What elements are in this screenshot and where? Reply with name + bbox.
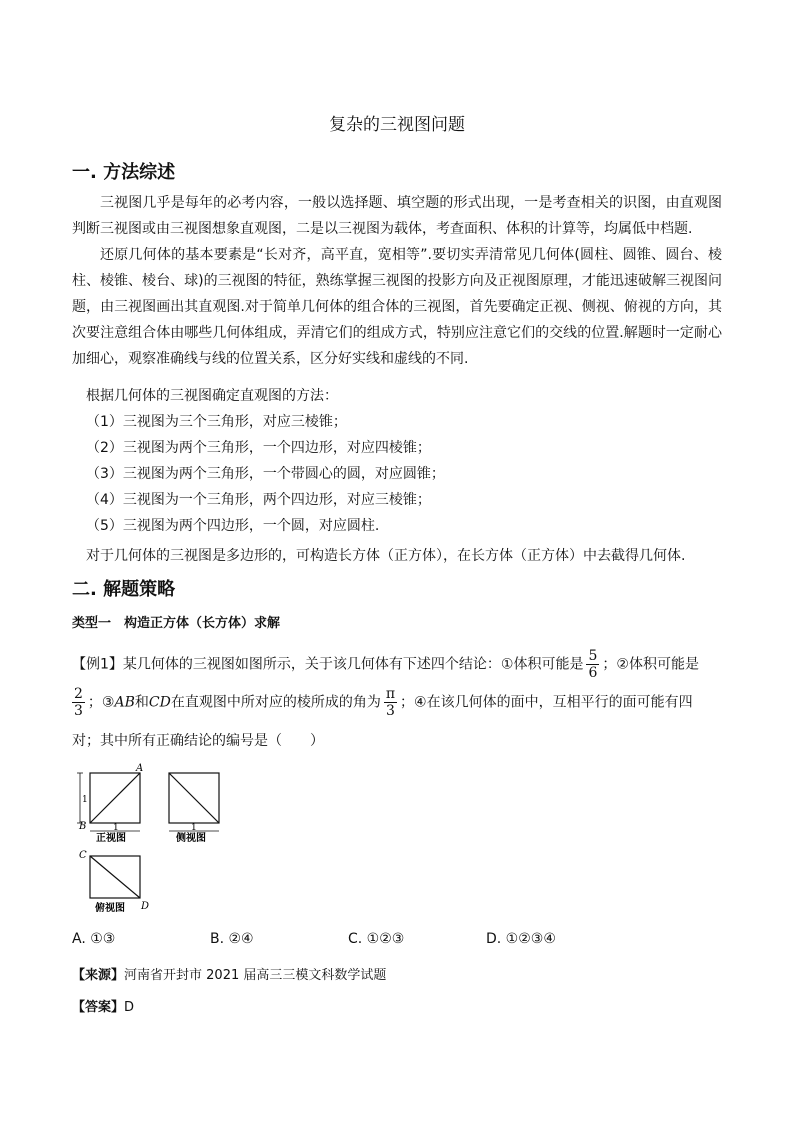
front-view bbox=[77, 763, 143, 844]
fraction-5-6 bbox=[586, 648, 599, 681]
source-label: 【来源】 bbox=[72, 968, 125, 983]
fraction-2-3 bbox=[72, 686, 85, 719]
point-d-label: D bbox=[141, 901, 150, 912]
fraction-denominator: 3 bbox=[74, 703, 83, 719]
answer-label: 【答案】 bbox=[72, 1000, 125, 1015]
fraction-numerator: π bbox=[385, 686, 396, 702]
point-a-label: A bbox=[136, 763, 144, 774]
source-text: 河南省开封市 2021 届高三三模文科数学试题 bbox=[124, 968, 387, 983]
top-view bbox=[79, 850, 149, 914]
method-item-1: （1）三视图为三个三角形，对应三棱锥； bbox=[86, 414, 347, 430]
example-text-c: ；③ bbox=[87, 694, 115, 711]
example-text-e: 在直观图中所对应的棱所成的角为 bbox=[170, 694, 381, 711]
side-view-label: 侧视图 bbox=[176, 833, 206, 844]
method-item-4: （4）三视图为一个三角形，两个四边形，对应三棱锥； bbox=[86, 492, 431, 508]
page-title: 复杂的三视图问题 bbox=[329, 115, 465, 135]
point-b-label: B bbox=[79, 821, 87, 832]
side-width-dim-label: 1 bbox=[191, 823, 197, 833]
type-label: 类型一 构造正方体（长方体）求解 bbox=[72, 616, 281, 631]
answer-line bbox=[72, 996, 134, 1015]
closing-paragraph: 对于几何体的三视图是多边形的，可构造长方体（正方体），在长方体（正方体）中去截得几何体. bbox=[86, 548, 686, 564]
segment-ab: AB bbox=[114, 694, 135, 711]
front-view-label: 正视图 bbox=[96, 833, 126, 844]
example-tag: 【例1】 bbox=[72, 656, 123, 673]
side-view bbox=[169, 773, 219, 844]
top-view-label: 俯视图 bbox=[95, 903, 125, 914]
section-heading-1: 一. 方法综述 bbox=[72, 162, 176, 183]
example-line-3: 对；其中所有正确结论的编号是（ ） bbox=[72, 733, 324, 749]
option-d: D. ①②③④ bbox=[486, 931, 556, 947]
method-item-3: （3）三视图为两个三角形，一个带圆心的圆，对应圆锥； bbox=[86, 466, 445, 482]
example-line-1 bbox=[72, 648, 699, 681]
method-item-2: （2）三视图为两个三角形，一个四边形，对应四棱锥； bbox=[86, 440, 431, 456]
example-line-2 bbox=[72, 686, 693, 719]
front-width-dim-label: 1 bbox=[113, 823, 119, 833]
example-text-b: ；②体积可能是 bbox=[602, 656, 699, 673]
paragraph-1: 三视图几乎是每年的必考内容，一般以选择题、填空题的形式出现，一是考查相关的识图，由直观图判断三视图或由三视图想象直观图，二是以三视图为载体，考查面积、体积的计算等，均属低中档题. bbox=[72, 195, 722, 237]
fraction-numerator: 5 bbox=[588, 648, 598, 664]
example-text-d: 和 bbox=[134, 694, 149, 711]
top-view-diagonal bbox=[90, 856, 140, 898]
option-c: C. ①②③ bbox=[348, 931, 405, 947]
option-b: B. ②④ bbox=[210, 931, 254, 947]
front-height-dim-label: 1 bbox=[82, 795, 88, 805]
side-view-diagonal bbox=[169, 773, 219, 823]
fraction-pi-3 bbox=[384, 686, 397, 719]
fraction-denominator: 6 bbox=[588, 665, 598, 681]
source-line bbox=[72, 964, 386, 983]
method-intro: 根据几何体的三视图确定直观图的方法： bbox=[86, 388, 338, 404]
example-text-f: ；④在该几何体的面中，互相平行的面可能有四 bbox=[400, 694, 693, 711]
fraction-denominator: 3 bbox=[385, 703, 395, 719]
point-c-label: C bbox=[79, 850, 87, 861]
option-a: A. ①③ bbox=[72, 931, 116, 947]
three-view-figure bbox=[70, 760, 230, 915]
fraction-numerator: 2 bbox=[74, 686, 83, 702]
example-text-a: 某几何体的三视图如图所示，关于该几何体有下述四个结论：①体积可能是 bbox=[122, 656, 584, 673]
method-item-5: （5）三视图为两个四边形，一个圆，对应圆柱. bbox=[86, 518, 380, 534]
answer-text: D bbox=[124, 1000, 135, 1015]
segment-cd: CD bbox=[148, 694, 171, 711]
paragraph-2: 还原几何体的基本要素是“长对齐，高平直，宽相等”.要切实弄清常见几何体(圆柱、圆锥、圆台、棱柱、棱锥、棱台、球)的三视图的特征，熟练掌握三视图的投影方向及正视图原理，才能迅速破解三视图问题，由三视图画出其直观图.对于简单几何体的组合体的三视图，首先要确定正视、侧视、俯视的方向，其次要注意组合体由哪些几何体组成，弄清它们的组成方式，特别应注意它们的交线的位置.解题时一定耐心加细心，观察准确线与线的位置关系，区分好实线和虚线的不同. bbox=[72, 247, 722, 367]
front-view-diagonal bbox=[90, 773, 140, 823]
section-heading-2: 二. 解题策略 bbox=[72, 579, 176, 600]
